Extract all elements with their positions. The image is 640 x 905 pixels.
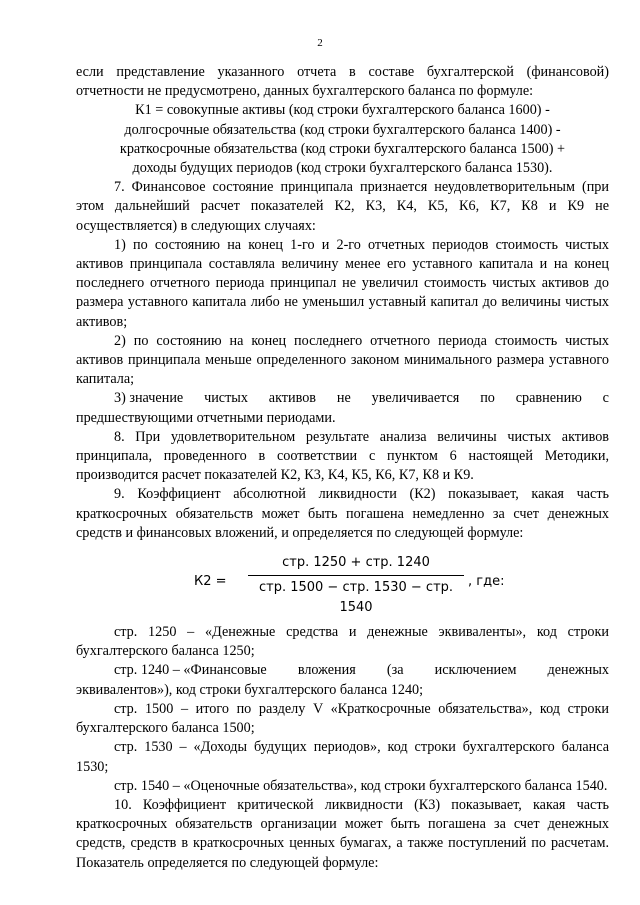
- word: по: [480, 390, 495, 407]
- paragraph-8: 8. При удовлетворительном результате анализа величины чистых активов принципала, проведенного в соответствии с пунктом 6 настоящей Методики, производится расчет показателей К2, К3, К4, К5, К6, К7, К8 и К9.: [76, 428, 609, 484]
- word: (за: [386, 662, 404, 679]
- definition-1540: стр. 1540 – «Оценочные обязательства», код строки бухгалтерского баланса 1540.: [114, 777, 608, 794]
- definition-1530: стр. 1530 – «Доходы будущих периодов», код строки бухгалтерского баланса 1530;: [76, 739, 609, 775]
- word: исключением: [434, 662, 517, 679]
- paragraph-7: 7. Финансовое состояние принципала признается неудовлетворительным (при этом дальнейший расчет показателей К2, К3, К4, К5, К6, К7, К8 и К9 не осуществляется) в следующих случаях:: [76, 179, 609, 234]
- formula-denominator: стр. 1500 − стр. 1530 − стр. 1540: [258, 580, 454, 616]
- paragraph-7-item-3-line1: [76, 389, 609, 408]
- word: вложения: [297, 662, 356, 679]
- k1-formula-line: К1 = совокупные активы (код строки бухгалтерского баланса 1600) -: [135, 102, 550, 119]
- formula-numerator: стр. 1250 + стр. 1240: [282, 555, 430, 571]
- definition-1240-line2: эквивалентов»), код строки бухгалтерского баланса 1240;: [76, 681, 424, 698]
- paragraph-7-item-2: 2) по состоянию на конец последнего отчетного периода стоимость чистых активов принципала меньше определенного законом минимального размера уставного капитала;: [76, 332, 609, 388]
- definition-1500: стр. 1500 – итого по разделу V «Краткосрочные обязательства», код строки бухгалтерского баланса 1500;: [76, 700, 609, 737]
- paragraph-7-item-1: 1) по состоянию на конец 1-го и 2-го отчетных периодов стоимость чистых активов принципала составляла величину менее его уставного капитала и на конец последнего отчетного периода принципал не увеличил стоимость чистых активов до размера уставного капитала либо не уменьшил уставный капитал до величины чистых активов;: [76, 236, 609, 330]
- word: стр. 1240 – «Финансовые: [114, 662, 267, 679]
- paragraph-10: 10. Коэффициент критической ликвидности (К3) показывает, какая часть краткосрочных обязательств организации может быть погашена за счет денежных средств, средств в краткосрочных ценных бумагах, а также поступлений по расчетам. Показатель определяется по следующей формуле:: [76, 796, 609, 871]
- k1-formula-line: долгосрочные обязательства (код строки бухгалтерского баланса 1400) -: [124, 121, 561, 138]
- page-number: 2: [317, 37, 323, 49]
- word: сравнению: [515, 390, 582, 407]
- k1-formula-line: доходы будущих периодов (код строки бухгалтерского баланса 1530).: [132, 160, 553, 177]
- formula-fraction: [248, 553, 464, 618]
- formula-lhs: К2 =: [194, 574, 227, 590]
- paragraph-7-item-3-line2: предшествующими отчетными периодами.: [76, 409, 336, 426]
- k2-formula: [76, 553, 609, 615]
- word: 3) значение: [114, 390, 184, 407]
- definition-1240-line1: [76, 661, 609, 680]
- k1-formula-line: краткосрочные обязательства (код строки бухгалтерского баланса 1500) +: [119, 140, 566, 157]
- paragraph: если представление указанного отчета в составе бухгалтерской (финансовой) отчетности не предусмотрено, данных бухгалтерского баланса по формуле:: [76, 64, 609, 100]
- document-body: [76, 63, 609, 873]
- word: чистых: [204, 390, 248, 407]
- formula-tail: , где:: [468, 574, 505, 590]
- word: с: [602, 390, 609, 407]
- word: денежных: [547, 662, 609, 679]
- word: активов: [268, 390, 316, 407]
- definition-1250: стр. 1250 – «Денежные средства и денежные эквиваленты», код строки бухгалтерского баланса 1250;: [76, 624, 609, 660]
- word: увеличивается: [371, 390, 460, 407]
- paragraph-9: 9. Коэффициент абсолютной ликвидности (К2) показывает, какая часть краткосрочных обязательств может быть погашена немедленно за счет денежных средств и финансовых вложений, и определяется по следующей формуле:: [76, 486, 609, 541]
- word: не: [336, 390, 351, 407]
